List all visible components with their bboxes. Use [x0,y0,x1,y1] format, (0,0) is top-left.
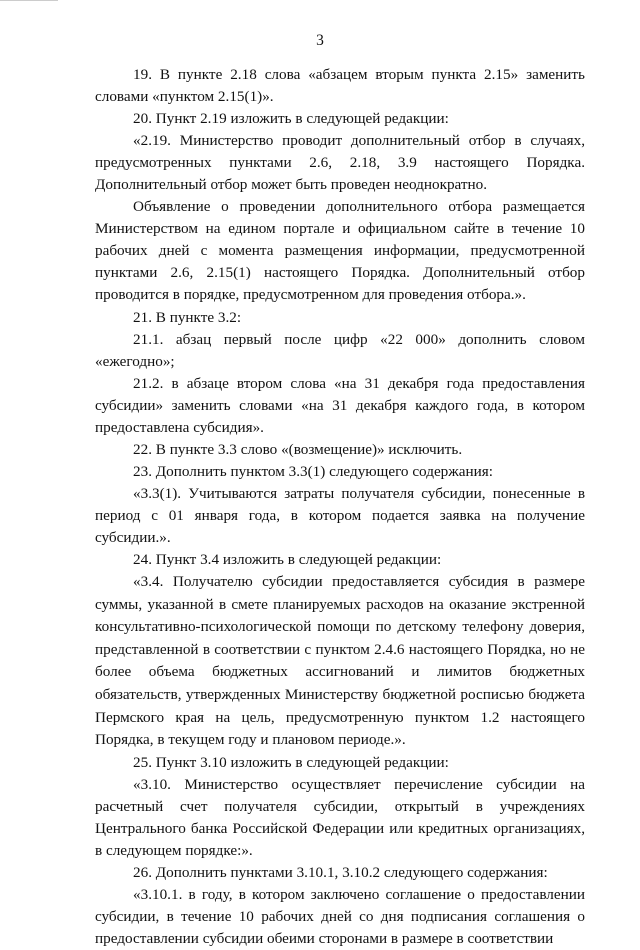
paragraph-21: 21. В пункте 3.2: [133,308,242,326]
paragraph-21-1: 21.1. абзац первый после цифр «22 000» дополнить словом «ежегодно»; [95,330,585,370]
paragraph-21-2: 21.2. в абзаце втором слова «на 31 декабря года предоставления субсидии» заменить словами «на 31 декабря каждого года, в котором предоставлена субсидия». [95,374,585,436]
document-body [95,64,585,950]
paragraph-19: 19. В пункте 2.18 слова «абзацем вторым пункта 2.15» заменить словами «пунктом 2.15(1)». [95,66,585,106]
paragraph-3-10: «3.10. Министерство осуществляет перечисление субсидии на расчетный счет получателя субсидии, открытый в учреждениях Центрального банка Российской Федерации или кредитных организациях, в следующем порядке:». [95,775,585,860]
paragraph-25: 25. Пункт 3.10 изложить в следующей редакции: [133,753,449,771]
scan-edge-mark [0,0,58,4]
page-number: 3 [316,32,324,49]
paragraph-3-4: «3.4. Получателю субсидии предоставляется субсидия в размере суммы, указанной в смете планируемых расходов на оказание экстренной консультативно-психологической помощи по детскому телефону доверия, представленной в соответствии с пунктом 2.4.6 настоящего Порядка, но не более объема бюджетных ассигнований и лимитов бюджетных обязательств, утвержденных Министерству бюджетной росписью бюджета Пермского края на цель, предусмотренную пунктом 1.2 настоящего Порядка, в текущем году и плановом периоде.». [95,573,585,749]
paragraph-26: 26. Дополнить пунктами 3.10.1, 3.10.2 следующего содержания: [133,864,548,882]
paragraph-3-10-1: «3.10.1. в году, в котором заключено соглашение о предоставлении субсидии, в течение 10 рабочих дней со дня подписания соглашения о предоставлении субсидии обеими сторонами в размере в соответствии [95,886,585,948]
paragraph-announcement: Объявление о проведении дополнительного отбора размещается Министерством на едином портале и официальном сайте в течение 10 рабочих дней с момента размещения информации, предусмотренной пунктами 2.6, 2.15(1) настоящего Порядка. Дополнительный отбор проводится в порядке, предусмотренном для проведения отбора.». [95,198,585,304]
paragraph-23: 23. Дополнить пунктом 3.3(1) следующего содержания: [133,462,493,480]
paragraph-22: 22. В пункте 3.3 слово «(возмещение)» исключить. [133,440,463,458]
paragraph-24: 24. Пункт 3.4 изложить в следующей редакции: [133,551,442,569]
paragraph-20: 20. Пункт 2.19 изложить в следующей редакции: [133,110,449,128]
paragraph-3-3-1: «3.3(1). Учитываются затраты получателя субсидии, понесенные в период с 01 января года, в котором подается заявка на получение субсидии.». [95,484,585,546]
paragraph-2-19: «2.19. Министерство проводит дополнительный отбор в случаях, предусмотренных пунктами 2.6, 2.18, 3.9 настоящего Порядка. Дополнительный отбор может быть проведен неоднократно. [95,132,585,194]
